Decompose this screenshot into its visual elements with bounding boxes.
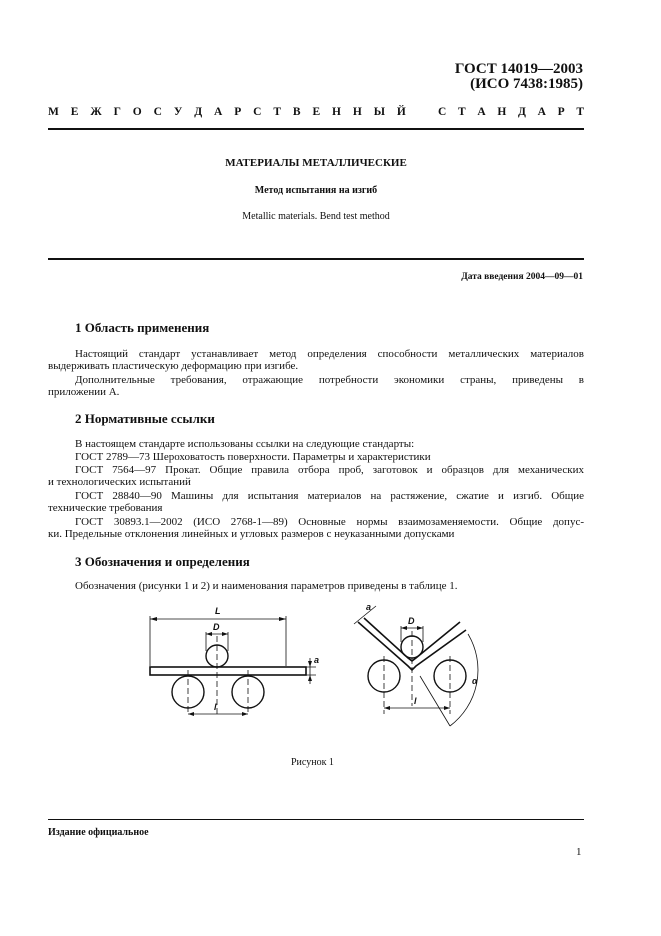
banner-letter: А bbox=[214, 106, 223, 118]
specimen-bar bbox=[150, 667, 306, 675]
banner-letter: Н bbox=[332, 106, 341, 118]
reference-4-line1 bbox=[75, 516, 584, 528]
banner-letter: С bbox=[438, 106, 447, 118]
standard-code-block bbox=[455, 62, 583, 92]
section-1-p1-line2: выдерживать пластическую деформацию при изгибе. bbox=[48, 360, 299, 372]
figure-label-D2: D bbox=[408, 616, 415, 626]
banner-right-word bbox=[438, 106, 584, 118]
page-number: 1 bbox=[576, 846, 582, 858]
footer-rule bbox=[48, 819, 584, 820]
english-title: Metallic materials. Bend test method bbox=[242, 211, 390, 222]
reference-1: ГОСТ 2789—73 Шероховатость поверхности. Параметры и характеристики bbox=[75, 451, 431, 463]
banner-letter: Д bbox=[194, 106, 203, 118]
banner-letter: Т bbox=[458, 106, 466, 118]
banner-letter: У bbox=[173, 106, 183, 118]
banner-letter: М bbox=[48, 106, 59, 118]
banner-letter: Н bbox=[352, 106, 362, 118]
banner-letter: Р bbox=[234, 106, 242, 118]
section-1-p2-line1-text: Дополнительные требования, отражающие потребности экономики страны, приведены в bbox=[75, 374, 584, 386]
banner-letter: Е bbox=[312, 106, 321, 118]
banner-letter: Н bbox=[497, 106, 507, 118]
figure-label-D: D bbox=[213, 622, 220, 632]
figure-label-l: l bbox=[214, 702, 217, 712]
standard-code: ГОСТ 14019—2003 bbox=[454, 61, 583, 77]
banner-letter: Й bbox=[396, 106, 406, 118]
banner-letter: Е bbox=[70, 106, 79, 118]
banner-letter: А bbox=[537, 106, 546, 118]
reference-3-line1 bbox=[75, 490, 584, 502]
banner-letter: Г bbox=[113, 106, 121, 118]
banner-letter: В bbox=[292, 106, 301, 118]
edition-label: Издание официальное bbox=[48, 827, 149, 838]
section-1-p1-line1 bbox=[75, 348, 584, 360]
reference-3-line1-text: ГОСТ 28840—90 Машины для испытания материалов на растяжение, сжатие и изгиб. Общие bbox=[75, 490, 584, 502]
banner-letter: Т bbox=[576, 106, 584, 118]
figure-label-a2: a bbox=[366, 602, 372, 612]
document-subtitle: Метод испытания на изгиб bbox=[254, 185, 378, 196]
figure-label-a: a bbox=[314, 655, 320, 665]
banner-letter: Д bbox=[518, 106, 526, 118]
reference-2-line1 bbox=[75, 464, 584, 476]
standard-banner bbox=[48, 106, 584, 118]
figure-1-caption: Рисунок 1 bbox=[291, 757, 334, 768]
banner-letter: С bbox=[153, 106, 162, 118]
banner-rule bbox=[48, 128, 584, 130]
figure-1-diagram bbox=[140, 596, 510, 746]
section-1-p1-line1-text: Настоящий стандарт устанавливает метод определения способности металлических материалов bbox=[75, 348, 584, 360]
banner-letter: Р bbox=[557, 106, 565, 118]
figure-label-l2: l bbox=[414, 696, 417, 706]
reference-4-line1-text: ГОСТ 30893.1—2002 (ИСО 2768-1—89) Основные нормы взаимозаменяемости. Общие допус- bbox=[75, 516, 584, 528]
introduction-date: Дата введения 2004—09—01 bbox=[461, 272, 583, 282]
iso-code: (ИСО 7438:1985) bbox=[470, 76, 583, 92]
banner-letter: Т bbox=[273, 106, 281, 118]
banner-letter: Ж bbox=[90, 106, 102, 118]
section-1-p2-line2: приложении А. bbox=[48, 386, 120, 398]
figure-label-alpha: α bbox=[472, 676, 478, 686]
reference-2-line1-text: ГОСТ 7564—97 Прокат. Общие правила отбора проб, заготовок и образцов для механических bbox=[75, 464, 584, 476]
title-rule bbox=[48, 258, 584, 260]
banner-letter: Ы bbox=[373, 106, 385, 118]
banner-letter: С bbox=[253, 106, 262, 118]
section-1-heading: 1 Область применения bbox=[75, 320, 210, 335]
reference-3-line2: технические требования bbox=[48, 502, 163, 514]
document-title: МАТЕРИАЛЫ МЕТАЛЛИЧЕСКИЕ bbox=[225, 157, 407, 169]
reference-2-line2: и технологических испытаний bbox=[48, 476, 191, 488]
section-3-p1: Обозначения (рисунки 1 и 2) и наименования параметров приведены в таблице 1. bbox=[75, 580, 458, 592]
section-2-intro: В настоящем стандарте использованы ссылки на следующие стандарты: bbox=[75, 438, 415, 450]
section-1-p2-line1 bbox=[75, 374, 584, 386]
banner-letter: А bbox=[477, 106, 486, 118]
figure-label-L: L bbox=[215, 606, 221, 616]
banner-letter: О bbox=[132, 106, 142, 118]
banner-left-word bbox=[48, 106, 406, 118]
section-3-heading: 3 Обозначения и определения bbox=[75, 554, 250, 569]
reference-4-line2: ки. Предельные отклонения линейных и угловых размеров с неуказанными допусками bbox=[48, 528, 455, 540]
section-2-heading: 2 Нормативные ссылки bbox=[75, 411, 215, 426]
